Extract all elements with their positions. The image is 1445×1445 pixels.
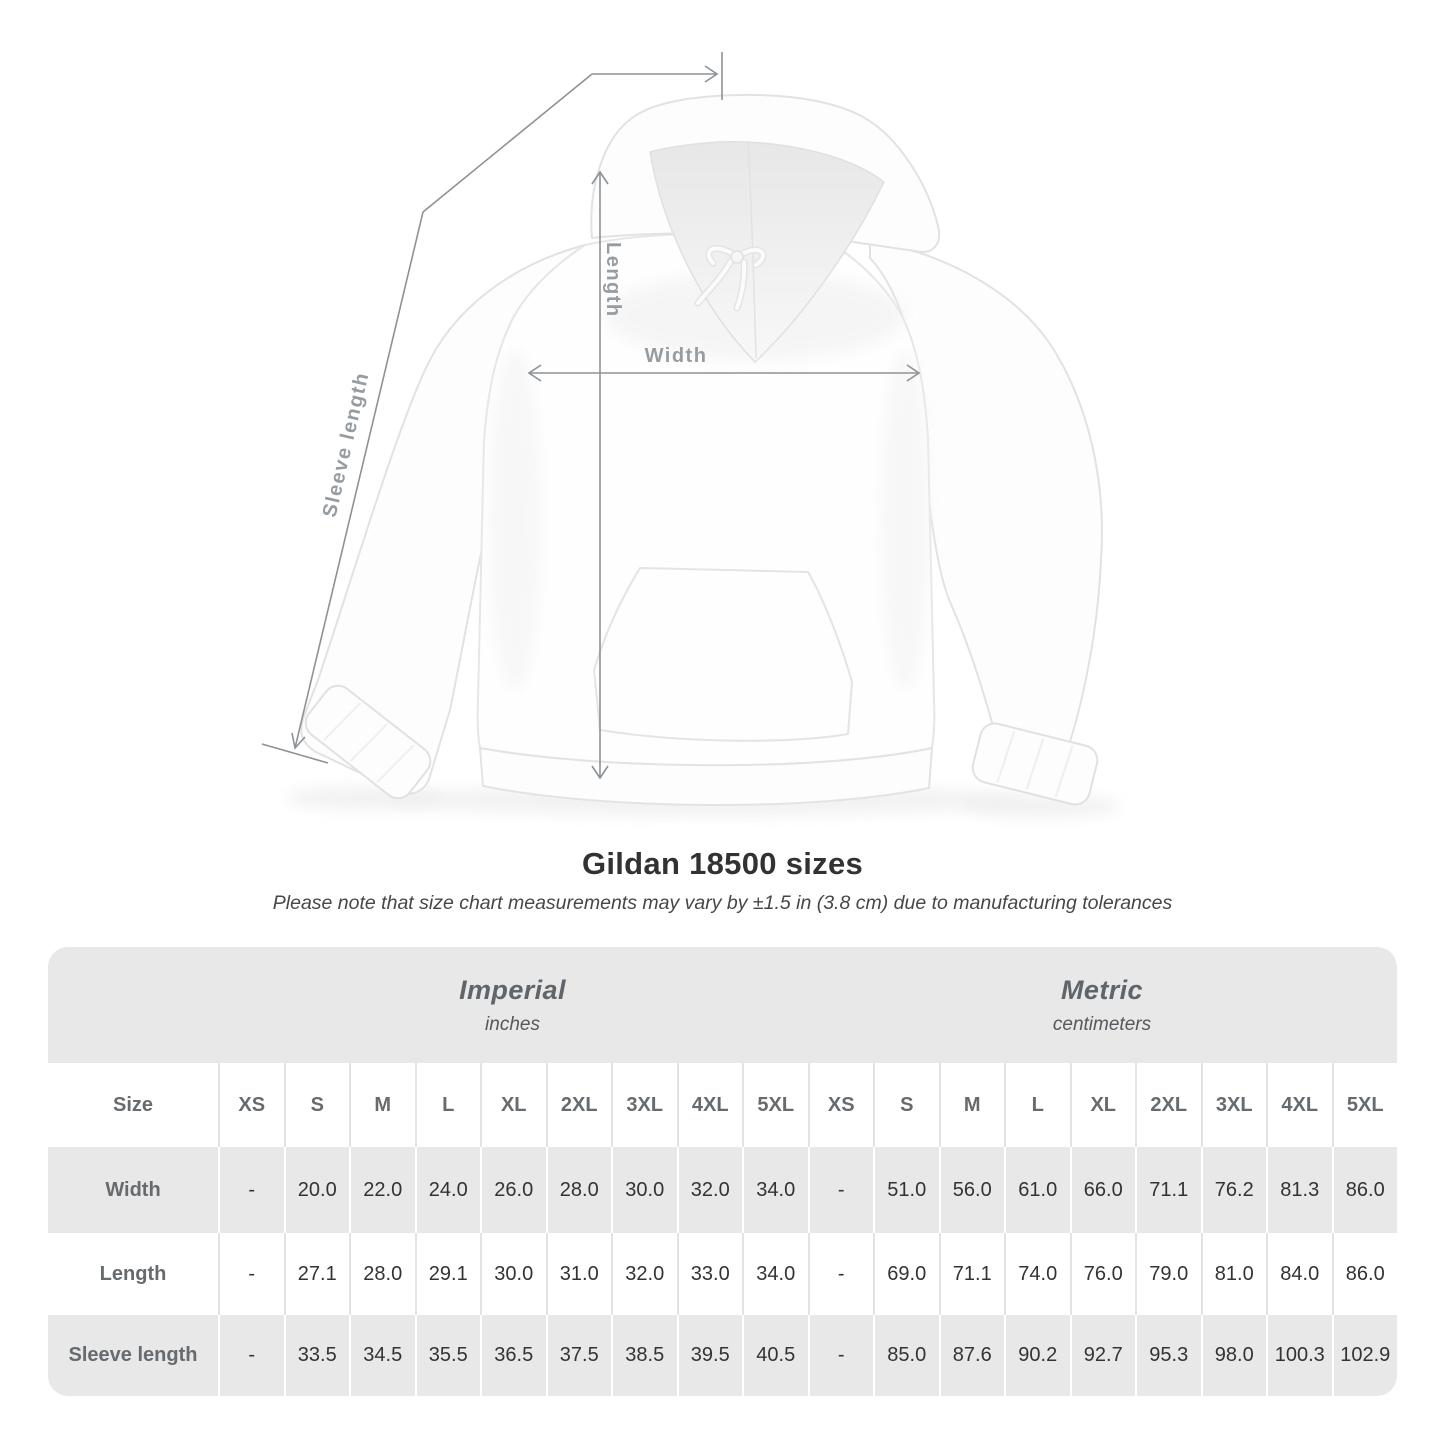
measurement-row-length bbox=[48, 1233, 1397, 1315]
row-label: Length bbox=[99, 1262, 167, 1285]
measurement-value: 98.0 bbox=[1201, 1315, 1267, 1396]
size-col-header: 4XL bbox=[677, 1063, 743, 1147]
measurement-value: 28.0 bbox=[546, 1147, 612, 1233]
measurement-value: 28.0 bbox=[349, 1233, 415, 1315]
measurement-row-sleeve bbox=[48, 1315, 1397, 1396]
measurement-value: 51.0 bbox=[873, 1147, 939, 1233]
measurement-value: 32.0 bbox=[611, 1233, 677, 1315]
size-col-header: L bbox=[1004, 1063, 1070, 1147]
measurement-value: 26.0 bbox=[480, 1147, 546, 1233]
measurement-value: 61.0 bbox=[1004, 1147, 1070, 1233]
width-label: Width bbox=[644, 345, 708, 367]
measurement-value: - bbox=[808, 1147, 874, 1233]
size-col-header: 3XL bbox=[1201, 1063, 1267, 1147]
measurement-value: 20.0 bbox=[284, 1147, 350, 1233]
size-col-header: M bbox=[349, 1063, 415, 1147]
measurement-value: 86.0 bbox=[1332, 1233, 1398, 1315]
measurement-value: 81.0 bbox=[1201, 1233, 1267, 1315]
measurement-value: 24.0 bbox=[415, 1147, 481, 1233]
imperial-header: Imperial bbox=[459, 974, 566, 1005]
measurement-value: 87.6 bbox=[939, 1315, 1005, 1396]
measurement-value: - bbox=[218, 1233, 284, 1315]
measurement-value: 71.1 bbox=[1135, 1147, 1201, 1233]
measurement-value: 40.5 bbox=[742, 1315, 808, 1396]
measurement-value: 86.0 bbox=[1332, 1147, 1398, 1233]
measurement-value: 69.0 bbox=[873, 1233, 939, 1315]
tolerance-note: Please note that size chart measurements may vary by ±1.5 in (3.8 cm) due to manufacturing tolerances bbox=[272, 892, 1173, 914]
measurement-value: 84.0 bbox=[1266, 1233, 1332, 1315]
measurement-value: 35.5 bbox=[415, 1315, 481, 1396]
measurement-value: 37.5 bbox=[546, 1315, 612, 1396]
size-header-row bbox=[48, 1063, 1397, 1147]
measurement-row-width bbox=[48, 1147, 1397, 1233]
row-label: Width bbox=[105, 1178, 161, 1201]
measurement-value: 34.5 bbox=[349, 1315, 415, 1396]
size-col-header: 4XL bbox=[1266, 1063, 1332, 1147]
measurement-value: 76.2 bbox=[1201, 1147, 1267, 1233]
page-title: Gildan 18500 sizes bbox=[581, 846, 864, 881]
measurement-value: - bbox=[808, 1233, 874, 1315]
size-col-header: XL bbox=[480, 1063, 546, 1147]
measurement-value: 30.0 bbox=[480, 1233, 546, 1315]
size-col-header: XL bbox=[1070, 1063, 1136, 1147]
size-row-label: Size bbox=[112, 1093, 154, 1116]
size-col-header: S bbox=[873, 1063, 939, 1147]
measurement-value: 79.0 bbox=[1135, 1233, 1201, 1315]
size-col-header: S bbox=[284, 1063, 350, 1147]
length-label: Length bbox=[602, 242, 624, 318]
imperial-unit: inches bbox=[485, 1013, 540, 1035]
measurement-value: 76.0 bbox=[1070, 1233, 1136, 1315]
measurement-value: - bbox=[808, 1315, 874, 1396]
measurement-value: 38.5 bbox=[611, 1315, 677, 1396]
measurement-value: 34.0 bbox=[742, 1233, 808, 1315]
measurement-value: 100.3 bbox=[1266, 1315, 1332, 1396]
measurement-value: 39.5 bbox=[677, 1315, 743, 1396]
measurement-value: 95.3 bbox=[1135, 1315, 1201, 1396]
measurement-value: 85.0 bbox=[873, 1315, 939, 1396]
measurement-value: 74.0 bbox=[1004, 1233, 1070, 1315]
imperial-header-group bbox=[218, 947, 807, 1063]
metric-header-group bbox=[807, 947, 1397, 1063]
hoodie-pocket bbox=[594, 568, 852, 741]
measurement-value: 27.1 bbox=[284, 1233, 350, 1315]
measurement-value: 33.0 bbox=[677, 1233, 743, 1315]
units-header-band bbox=[48, 947, 1397, 1063]
measurement-value: - bbox=[218, 1147, 284, 1233]
measurement-value: 22.0 bbox=[349, 1147, 415, 1233]
size-col-header: M bbox=[939, 1063, 1005, 1147]
measurement-value: 56.0 bbox=[939, 1147, 1005, 1233]
measurement-value: 66.0 bbox=[1070, 1147, 1136, 1233]
measurement-value: 30.0 bbox=[611, 1147, 677, 1233]
measurement-value: 71.1 bbox=[939, 1233, 1005, 1315]
measurement-value: 34.0 bbox=[742, 1147, 808, 1233]
size-col-header: 2XL bbox=[1135, 1063, 1201, 1147]
size-col-header: XS bbox=[808, 1063, 874, 1147]
size-col-header: 5XL bbox=[1332, 1063, 1398, 1147]
measurement-value: 36.5 bbox=[480, 1315, 546, 1396]
measurement-value: 102.9 bbox=[1332, 1315, 1398, 1396]
size-col-header: XS bbox=[218, 1063, 284, 1147]
measurement-value: 29.1 bbox=[415, 1233, 481, 1315]
measurement-value: - bbox=[218, 1315, 284, 1396]
measurement-value: 90.2 bbox=[1004, 1315, 1070, 1396]
size-col-header: 5XL bbox=[742, 1063, 808, 1147]
measurement-value: 81.3 bbox=[1266, 1147, 1332, 1233]
measurement-value: 92.7 bbox=[1070, 1315, 1136, 1396]
size-table bbox=[48, 947, 1397, 1396]
size-col-header: 3XL bbox=[611, 1063, 677, 1147]
size-col-header: L bbox=[415, 1063, 481, 1147]
size-col-header: 2XL bbox=[546, 1063, 612, 1147]
measurement-value: 33.5 bbox=[284, 1315, 350, 1396]
sleeve-length-label: Sleeve length bbox=[318, 369, 374, 520]
metric-header: Metric bbox=[1061, 974, 1143, 1005]
measurement-value: 32.0 bbox=[677, 1147, 743, 1233]
measurement-value: 31.0 bbox=[546, 1233, 612, 1315]
row-label: Sleeve length bbox=[68, 1344, 198, 1366]
metric-unit: centimeters bbox=[1052, 1013, 1152, 1035]
